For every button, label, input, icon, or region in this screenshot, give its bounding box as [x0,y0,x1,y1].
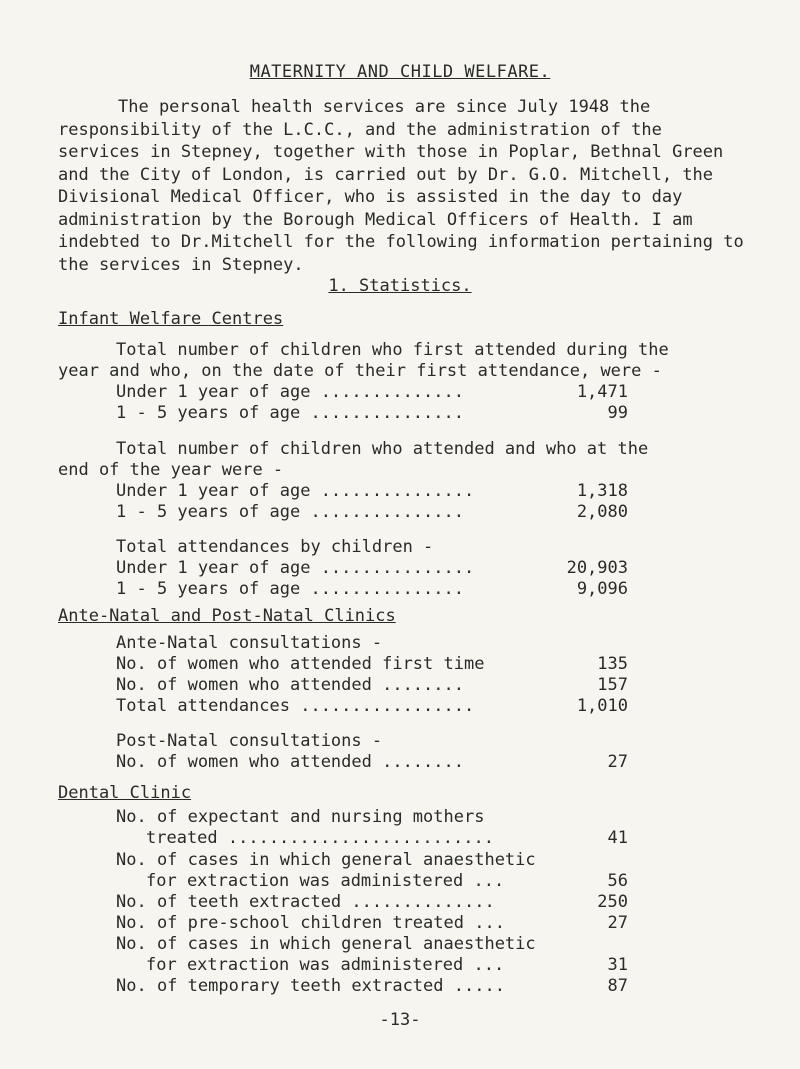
dental-row1-label-1: No. of expectant and nursing mothers [116,807,485,827]
page-title-text: MATERNITY AND CHILD WELFARE. [249,62,551,82]
dental-row1-value: 41 [607,828,628,848]
section-title-text: 1. Statistics. [328,276,472,296]
infant-end-intro-2: end of the year were - [58,460,284,480]
post-attended-label: No. of women who attended ........ [116,752,464,772]
infant-end-intro-1: Total number of children who attended and who at the [116,439,649,459]
dental-row6-label: No. of temporary teeth extracted ..... [116,976,505,996]
infant-first-intro-2: year and who, on the date of their first attendance, were - [58,361,662,381]
page-title [0,62,800,82]
infant-first-1to5-value: 99 [607,403,628,423]
intro-paragraph [58,96,748,276]
dental-row2-label-1: No. of cases in which general anaesthetic [116,850,536,870]
post-natal-intro: Post-Natal consultations - [116,731,383,751]
dental-row6-value: 87 [607,976,628,996]
dental-row5-label-1: No. of cases in which general anaesthetic [116,934,536,954]
intro-text: The personal health services are since July 1948 the responsibility of the L.C.C., and the administration of the services in Stepney, together with those in Poplar, Bethnal Green and the City of London, is carried out by Dr. G.O. Mitchell, the Divisional Medical Officer, who is assisted in the day to day administration by the Borough Medical Officers of Health. I am indebted to Dr.Mitchell for the following information pertaining to the services in Stepney. [58,97,744,275]
ante-attended-value: 157 [597,675,628,695]
dental-row4-label: No. of pre-school children treated ... [116,913,505,933]
infant-attendances-intro: Total attendances by children - [116,537,434,557]
infant-att-1to5-label: 1 - 5 years of age ............... [116,579,464,599]
natal-clinics-heading: Ante-Natal and Post-Natal Clinics [58,606,396,626]
infant-welfare-heading: Infant Welfare Centres [58,309,284,329]
infant-first-under1-label: Under 1 year of age .............. [116,382,464,402]
ante-first-time-label: No. of women who attended first time [116,654,485,674]
dental-row1-label-2: treated .......................... [146,828,494,848]
dental-row5-label-2: for extraction was administered ... [146,955,505,975]
ante-first-time-value: 135 [597,654,628,674]
infant-end-under1-value: 1,318 [576,481,628,501]
dental-clinic-heading: Dental Clinic [58,783,192,803]
infant-first-1to5-label: 1 - 5 years of age ............... [116,403,464,423]
ante-total-label: Total attendances ................. [116,696,475,716]
dental-row4-value: 27 [607,913,628,933]
ante-total-value: 1,010 [576,696,628,716]
ante-attended-label: No. of women who attended ........ [116,675,464,695]
infant-att-under1-value: 20,903 [566,558,628,578]
dental-row2-label-2: for extraction was administered ... [146,871,505,891]
post-attended-value: 27 [607,752,628,772]
section-title [0,276,800,296]
dental-row3-value: 250 [597,892,628,912]
infant-end-1to5-value: 2,080 [576,502,628,522]
infant-first-intro-1: Total number of children who first attended during the [116,340,669,360]
ante-natal-intro: Ante-Natal consultations - [116,633,383,653]
infant-att-1to5-value: 9,096 [576,579,628,599]
dental-row3-label: No. of teeth extracted .............. [116,892,495,912]
infant-end-under1-label: Under 1 year of age ............... [116,481,475,501]
dental-row5-value: 31 [607,955,628,975]
infant-end-1to5-label: 1 - 5 years of age ............... [116,502,464,522]
infant-att-under1-label: Under 1 year of age ............... [116,558,475,578]
dental-row2-value: 56 [607,871,628,891]
page-number: -13- [379,1010,421,1030]
infant-first-under1-value: 1,471 [576,382,628,402]
